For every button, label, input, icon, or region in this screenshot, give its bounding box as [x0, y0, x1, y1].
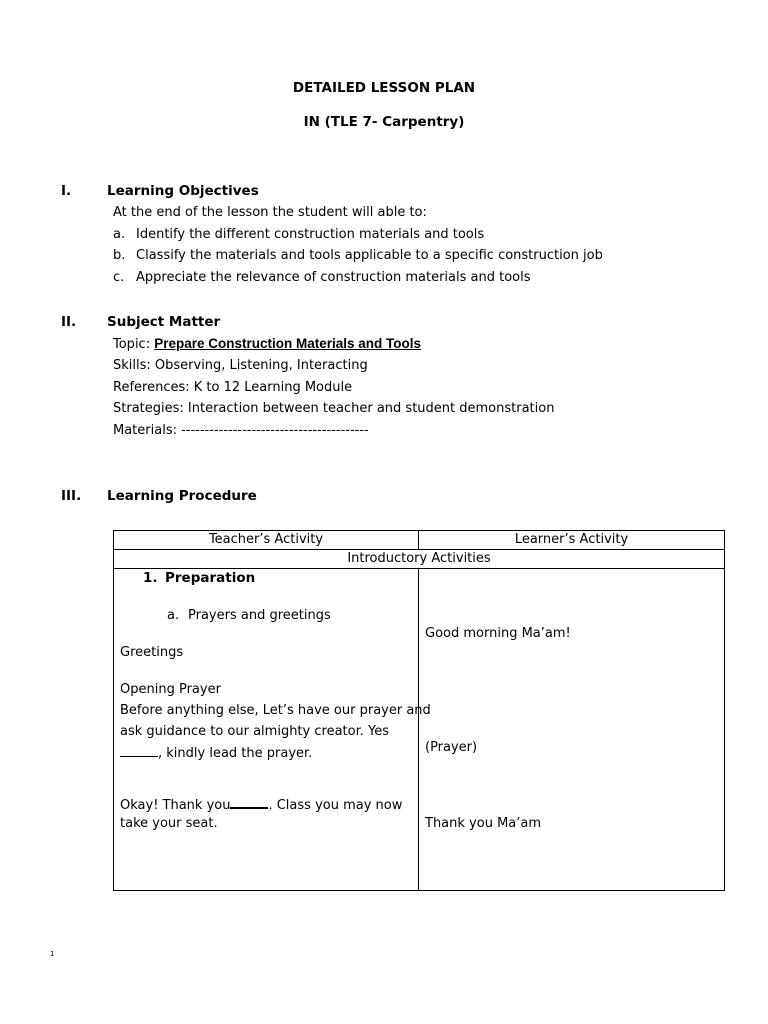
table-merged-row [114, 550, 725, 569]
learner-reply-thanks: Thank you Ma’am [425, 816, 542, 831]
objective-text-c: Appreciate the relevance of construction materials and tools [136, 270, 531, 285]
greetings-label: Greetings [120, 645, 184, 660]
objective-text-a: Identify the different construction materials and tools [136, 227, 485, 242]
table-row [114, 569, 725, 891]
introductory-activities: Introductory Activities [114, 550, 725, 569]
document-title: DETAILED LESSON PLAN [292, 80, 476, 96]
section-number-procedure: III. [61, 488, 82, 504]
header-learner-activity: Learner’s Activity [419, 531, 725, 550]
teacher-cell [114, 569, 431, 891]
thanks-line-2: take your seat. [120, 816, 218, 831]
table-header-row [114, 531, 725, 550]
thanks-line-1-end: . Class you may now [268, 798, 403, 813]
topic-value: Prepare Construction Materials and Tools [154, 336, 422, 351]
learner-reply-prayer: (Prayer) [425, 740, 478, 755]
learner-cell [419, 569, 725, 891]
learner-reply-greeting: Good morning Ma’am! [425, 626, 571, 641]
header-teacher-activity: Teacher’s Activity [114, 531, 419, 550]
prayer-line-1: Before anything else, Let’s have our prayer and [120, 703, 431, 718]
page-number: 1 [50, 950, 55, 958]
strategies-line: Strategies: Interaction between teacher and student demonstration [113, 401, 555, 416]
section-title-subject: Subject Matter [107, 314, 221, 330]
prayer-line-3 [120, 744, 312, 761]
references-line: References: K to 12 Learning Module [113, 380, 353, 395]
objective-text-b: Classify the materials and tools applicable to a specific construction job [136, 248, 603, 263]
step-number: 1. [143, 570, 158, 586]
objective-letter-b: b. [113, 248, 126, 263]
prayer-line-3-text: , kindly lead the prayer. [158, 746, 313, 761]
section-number-subject: II. [61, 314, 77, 330]
procedure-table [113, 530, 725, 891]
opening-prayer-label: Opening Prayer [120, 682, 221, 697]
section-title-procedure: Learning Procedure [107, 488, 257, 504]
skills-line: Skills: Observing, Listening, Interacting [113, 358, 368, 373]
topic-line [113, 336, 421, 352]
step-title: Preparation [165, 570, 256, 586]
name-blank [230, 795, 268, 809]
section-number-objectives: I. [61, 183, 72, 199]
thanks-line-1-start: Okay! Thank you [120, 798, 231, 813]
objective-letter-a: a. [113, 227, 126, 242]
objective-letter-c: c. [113, 270, 125, 285]
sub-step-letter: a. [167, 608, 180, 623]
section-title-objectives: Learning Objectives [107, 183, 259, 199]
document-subtitle: IN (TLE 7- Carpentry) [303, 114, 465, 130]
materials-line: Materials: ---------------------------------------- [113, 423, 369, 438]
objectives-intro: At the end of the lesson the student will able to: [113, 205, 427, 220]
name-blank [120, 744, 158, 757]
prayer-line-2: ask guidance to our almighty creator. Yes [120, 724, 389, 739]
thanks-line-1 [120, 795, 402, 813]
topic-label: Topic: [113, 337, 155, 352]
sub-step-text: Prayers and greetings [188, 608, 331, 623]
